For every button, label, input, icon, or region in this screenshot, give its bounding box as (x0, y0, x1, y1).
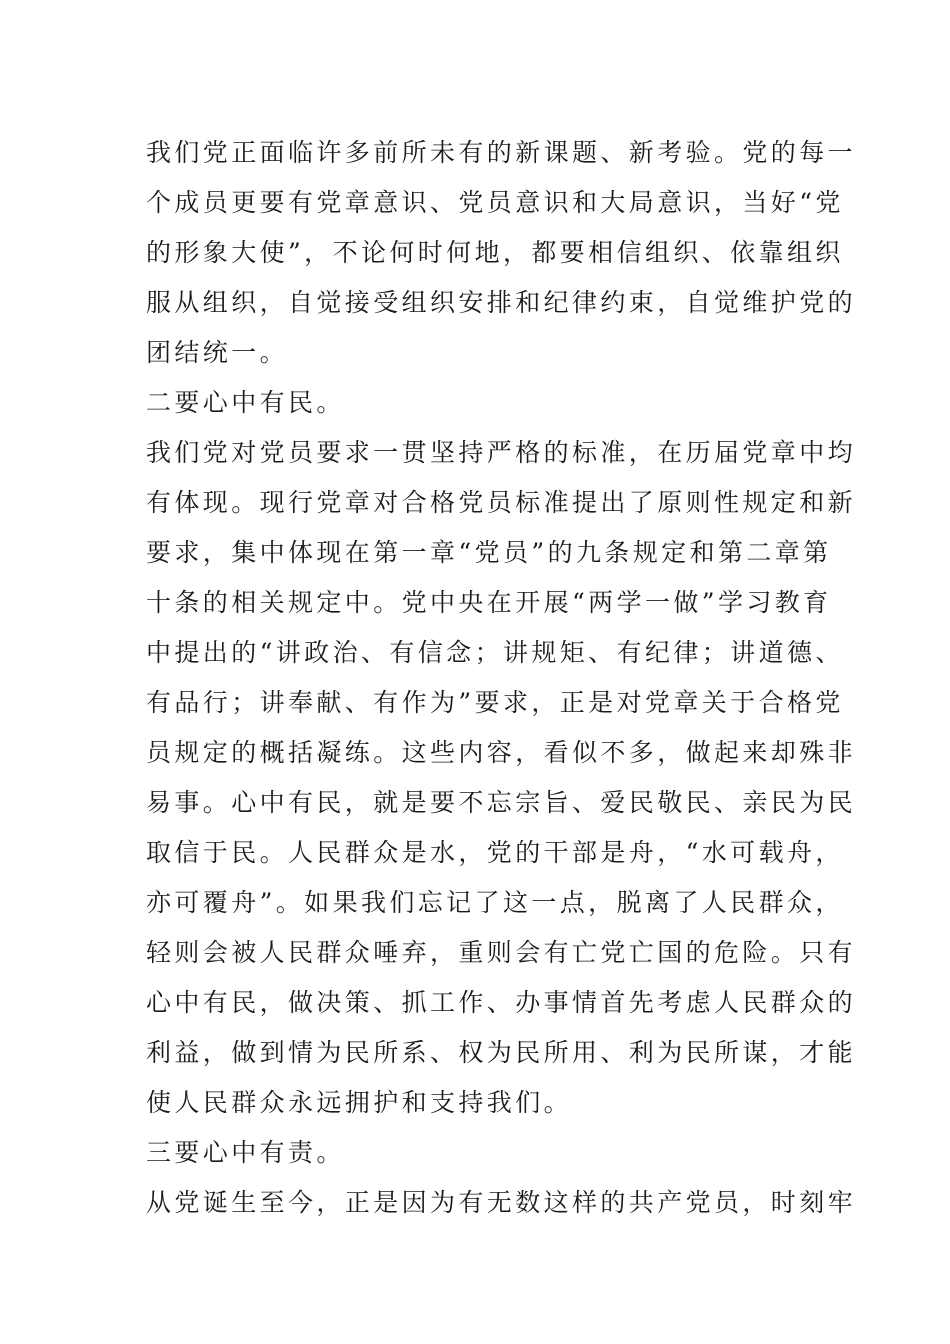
text-line: 轻则会被人民群众唾弃，重则会有亡党亡国的危险。只有 (146, 938, 857, 967)
text-line: 有体现。现行党章对合格党员标准提出了原则性规定和新 (146, 488, 857, 517)
text-line: 中提出的“讲政治、有信念；讲规矩、有纪律；讲道德、 (146, 638, 844, 667)
section-heading: 二要心中有民。 (146, 388, 345, 417)
text-line: 使人民群众永远拥护和支持我们。 (146, 1088, 573, 1117)
section-heading: 三要心中有责。 (146, 1138, 345, 1167)
text-line: 要求，集中体现在第一章“党员”的九条规定和第二章第 (146, 538, 832, 567)
text-line: 我们党对党员要求一贯坚持严格的标准，在历届党章中均 (146, 438, 857, 467)
text-line: 十条的相关规定中。党中央在开展“两学一做”学习教育 (146, 588, 832, 617)
document-body (146, 128, 857, 1228)
text-line: 员规定的概括凝练。这些内容，看似不多，做起来却殊非 (146, 738, 857, 767)
text-line: 易事。心中有民，就是要不忘宗旨、爱民敬民、亲民为民 (146, 788, 857, 817)
text-line: 心中有民，做决策、抓工作、办事情首先考虑人民群众的 (146, 988, 857, 1017)
text-line: 团结统一。 (146, 338, 289, 367)
text-line: 利益，做到情为民所系、权为民所用、利为民所谋，才能 (146, 1038, 857, 1067)
text-line: 亦可覆舟”。如果我们忘记了这一点，脱离了人民群众， (146, 888, 844, 917)
text-line: 取信于民。人民群众是水，党的干部是舟，“水可载舟， (146, 838, 844, 867)
text-line: 有品行；讲奉献、有作为”要求，正是对党章关于合格党 (146, 688, 844, 717)
text-line: 从党诞生至今，正是因为有无数这样的共产党员，时刻牢 (146, 1188, 857, 1217)
text-line: 我们党正面临许多前所未有的新课题、新考验。党的每一 (146, 138, 857, 167)
text-line: 个成员更要有党章意识、党员意识和大局意识，当好“党 (146, 188, 844, 217)
text-line: 服从组织，自觉接受组织安排和纪律约束，自觉维护党的 (146, 288, 857, 317)
text-line: 的形象大使”，不论何时何地，都要相信组织、依靠组织 (146, 238, 844, 267)
